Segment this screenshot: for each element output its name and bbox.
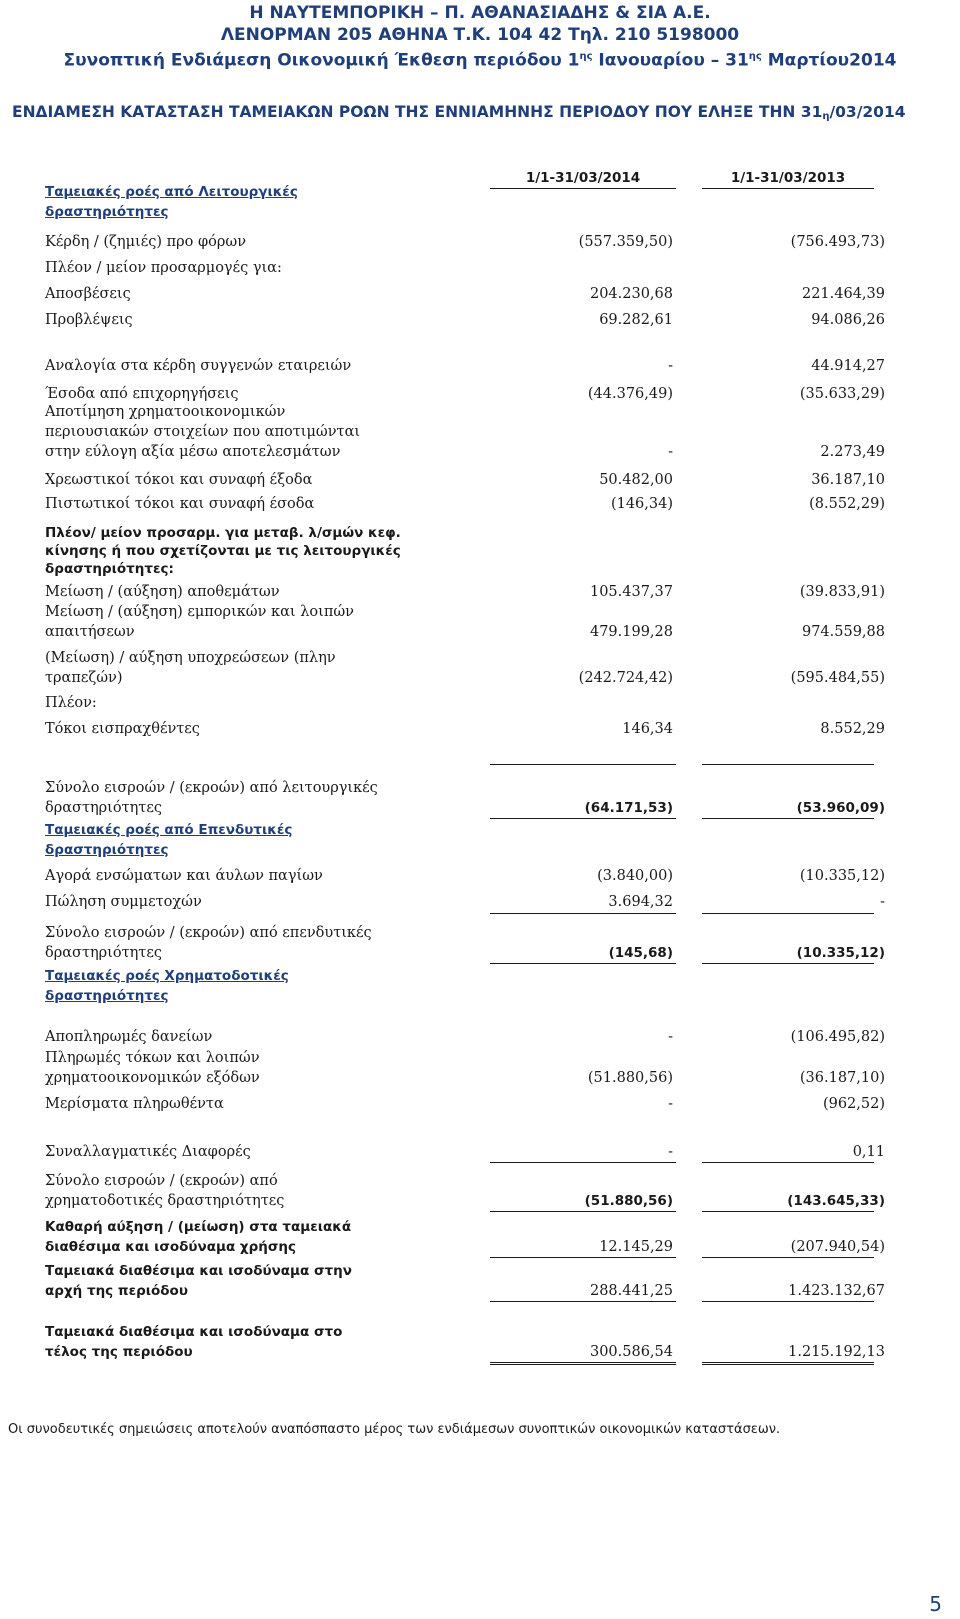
document-header	[0, 0, 960, 72]
subtotal-rule	[490, 764, 676, 765]
section-financing-heading: Ταμειακές ροές Χρηματοδοτικές δραστηριότητες	[45, 968, 289, 1004]
net-change-row: Καθαρή αύξηση / (μείωση) στα ταμειακά διαθέσιμα και ισοδύναμα χρήσης 12.145,29 (207.940,54)	[45, 1219, 885, 1255]
total-underline	[490, 818, 676, 819]
table-row: Πλέον:	[45, 695, 97, 711]
opening-cash-row: Ταμειακά διαθέσιμα και ισοδύναμα στην αρχή της περιόδου 288.441,25 1.423.132,67	[45, 1263, 885, 1299]
subtotal-rule	[702, 764, 874, 765]
table-row: Προβλέψεις 69.282,61 94.086,26	[45, 312, 885, 328]
table-row: Αποσβέσεις 204.230,68 221.464,39	[45, 286, 885, 302]
report-subtitle: Συνοπτική Ενδιάμεση Οικονομική Έκθεση περιόδου $1^{\eta\varsigma}$ Ιανουαρίου – $31^{\eta\varsigma}$ Μαρτίου2014	[63, 50, 897, 71]
table-row: Αγορά ενσώματων και άυλων παγίων (3.840,00) (10.335,12)	[45, 868, 885, 884]
footnote: Οι συνοδευτικές σημειώσεις αποτελούν αναπόσπαστο μέρος των ενδιάμεσων συνοπτικών οικονομικών καταστάσεων.	[8, 1422, 781, 1437]
table-row: Πλέον / μείον προσαρμογές για:	[45, 260, 282, 276]
total-underline	[702, 1211, 874, 1212]
total-underline	[490, 1211, 676, 1212]
table-row: (Μείωση) / αύξηση υποχρεώσεων (πλην τραπεζών) (242.724,42) (595.484,55)	[45, 650, 885, 686]
table-row: Μείωση / (αύξηση) αποθεμάτων 105.437,37 (39.833,91)	[45, 584, 885, 600]
subtotal-rule	[490, 913, 676, 914]
total-underline	[702, 963, 874, 964]
operating-total-row: Σύνολο εισροών / (εκροών) από λειτουργικές δραστηριότητες (64.171,53) (53.960,09)	[45, 780, 885, 816]
double-underline	[490, 1362, 676, 1365]
total-underline	[702, 818, 874, 819]
subtotal-rule	[702, 1301, 874, 1302]
table-row: Πώληση συμμετοχών 3.694,32 -	[45, 894, 885, 910]
table-row: Πληρωμές τόκων και λοιπών χρηματοοικονομικών εξόδων (51.880,56) (36.187,10)	[45, 1050, 885, 1086]
table-row: Αποτίμηση χρηματοοικονομικών περιουσιακών στοιχείων που αποτιμώνται στην εύλογη αξία μέσω αποτελεσμάτων - 2.273,49	[45, 404, 885, 460]
table-row: Μερίσματα πληρωθέντα - (962,52)	[45, 1096, 885, 1112]
total-underline	[490, 963, 676, 964]
closing-cash-row: Ταμειακά διαθέσιμα και ισοδύναμα στο τέλος της περιόδου 300.586,54 1.215.192,13	[45, 1324, 885, 1360]
table-row: Πλέον/ μείον προσαρμ. για μεταβ. λ/σμών κεφ. κίνησης ή που σχετίζονται με τις λειτουργικές δραστηριότητες:	[45, 525, 401, 577]
table-row: Πιστωτικοί τόκοι και συναφή έσοδα (146,34) (8.552,29)	[45, 496, 885, 512]
subtotal-rule	[702, 1162, 874, 1163]
company-address: ΛΕΝΟΡΜΑΝ 205 ΑΘΗΝΑ Τ.Κ. 104 42 Τηλ. 210 5198000	[220, 25, 740, 45]
financing-total-row: Σύνολο εισροών / (εκροών) από χρηματοδοτικές δραστηριότητες (51.880,56) (143.645,33)	[45, 1173, 885, 1209]
section-investing-heading: Ταμειακές ροές από Επενδυτικές δραστηριότητες	[45, 822, 293, 858]
page-number: 5	[929, 1592, 942, 1616]
column-header-2013: 1/1-31/03/2013	[702, 170, 874, 189]
table-row: Έσοδα από επιχορηγήσεις (44.376,49) (35.633,29)	[45, 386, 885, 402]
subtotal-rule	[490, 1301, 676, 1302]
table-row: Αναλογία στα κέρδη συγγενών εταιρειών - 44.914,27	[45, 358, 885, 374]
subtotal-rule	[490, 1257, 676, 1258]
column-header-2014: 1/1-31/03/2014	[490, 170, 676, 189]
subtotal-rule	[702, 1257, 874, 1258]
company-name: Η ΝΑΥΤΕΜΠΟΡΙΚΗ – Π. ΑΘΑΝΑΣΙΑΔΗΣ & ΣΙΑ Α.Ε.	[249, 3, 711, 23]
table-row: Χρεωστικοί τόκοι και συναφή έξοδα 50.482,00 36.187,10	[45, 472, 885, 488]
table-row: Μείωση / (αύξηση) εμπορικών και λοιπών απαιτήσεων 479.199,28 974.559,88	[45, 604, 885, 640]
subtotal-rule	[490, 1162, 676, 1163]
statement-title: ΕΝΔΙΑΜΕΣΗ ΚΑΤΑΣΤΑΣΗ ΤΑΜΕΙΑΚΩΝ ΡΟΩΝ ΤΗΣ ΕΝΝΙΑΜΗΝΗΣ ΠΕΡΙΟΔΟΥ ΠΟΥ ΕΛΗΞΕ ΤΗΝ $31_\eta/03/2014$	[12, 103, 906, 122]
table-row: Αποπληρωμές δανείων - (106.495,82)	[45, 1029, 885, 1045]
table-row: Τόκοι εισπραχθέντες 146,34 8.552,29	[45, 721, 885, 737]
table-row: Συναλλαγματικές Διαφορές - 0,11	[45, 1144, 885, 1160]
subtotal-rule	[702, 913, 874, 914]
investing-total-row: Σύνολο εισροών / (εκροών) από επενδυτικές δραστηριότητες (145,68) (10.335,12)	[45, 925, 885, 961]
table-row: Κέρδη / (ζημιές) προ φόρων (557.359,50) (756.493,73)	[45, 234, 885, 250]
double-underline	[702, 1362, 874, 1365]
section-operating-heading: Ταμειακές ροές από Λειτουργικές δραστηριότητες	[45, 184, 298, 220]
